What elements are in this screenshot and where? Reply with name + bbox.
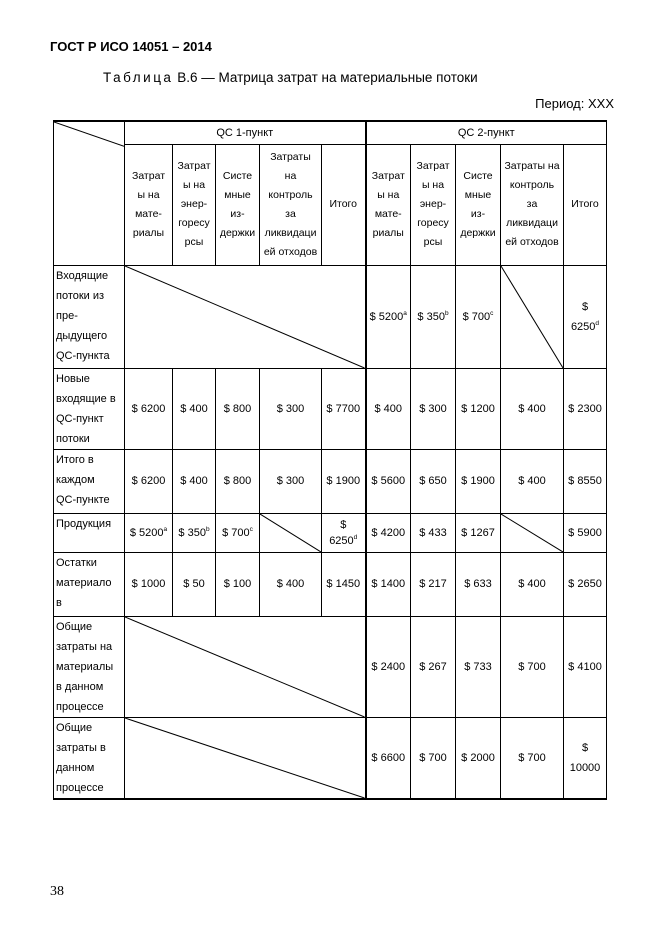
- cell-value: $ 633: [456, 552, 501, 616]
- cell-value: $ 700: [501, 717, 564, 799]
- col-header-qc2-energy: Затрат ы на энер- горесу рсы: [411, 144, 456, 265]
- col-header-qc1-total: Итого: [322, 144, 366, 265]
- empty-diagonal-cell: [125, 265, 366, 368]
- cell-value: $ 267: [411, 616, 456, 717]
- page-number: 38: [50, 884, 64, 899]
- row-label-residues: Остатки материало в: [54, 552, 125, 616]
- row-label-total-materials: Общие затраты на материалы в данном процессе: [54, 616, 125, 717]
- cell-value: $ 217: [411, 552, 456, 616]
- cell-value: $ 300: [260, 368, 322, 449]
- cell-value: $ 10000: [564, 717, 607, 799]
- col-header-qc1-energy: Затрат ы на энер- горесу рсы: [173, 144, 216, 265]
- diagonal-line: [501, 266, 563, 368]
- cell-value: $ 400: [501, 449, 564, 513]
- cell-value: $ 400: [173, 368, 216, 449]
- group-header-qc1: QC 1-пункт: [125, 121, 366, 144]
- row-label-total-process: Общие затраты в данном процессе: [54, 717, 125, 799]
- cell-value: $ 300: [411, 368, 456, 449]
- empty-diagonal-cell: [501, 513, 564, 552]
- cell-value: $ 800: [216, 368, 260, 449]
- empty-diagonal-cell: [260, 513, 322, 552]
- period-label: Период: XXX: [535, 96, 614, 111]
- table-caption-word: Таблица: [103, 70, 174, 85]
- cell-value: $ 650: [411, 449, 456, 513]
- cell-value: $ 400: [173, 449, 216, 513]
- cell-value: $ 733: [456, 616, 501, 717]
- cell-value: $ 1000: [125, 552, 173, 616]
- cell-value: $ 700$^c$: [216, 513, 260, 552]
- table-row: [54, 717, 607, 799]
- col-header-qc2-materials: Затрат ы на мате- риалы: [366, 144, 411, 265]
- cell-value: $ 8550: [564, 449, 607, 513]
- document-header: ГОСТ Р ИСО 14051 – 2014: [50, 39, 212, 54]
- cell-value: $ 2650: [564, 552, 607, 616]
- cell-value: $ 1400: [366, 552, 411, 616]
- col-header-qc2-system: Систе мные из- держки: [456, 144, 501, 265]
- cell-value: $ 700$^c$: [456, 265, 501, 368]
- cell-value: $ 5200$^a$: [366, 265, 411, 368]
- cell-value: $ 5600: [366, 449, 411, 513]
- diagonal-line: [125, 718, 365, 798]
- cell-value: $ 350$^b$: [173, 513, 216, 552]
- cell-value: $ 100: [216, 552, 260, 616]
- cell-value: $ 6200: [125, 368, 173, 449]
- cell-value: $ 300: [260, 449, 322, 513]
- cell-value: $ 6600: [366, 717, 411, 799]
- diagonal-line: [260, 514, 321, 552]
- cell-value: $ 5200$^a$: [125, 513, 173, 552]
- cell-value: $ 4200: [366, 513, 411, 552]
- cell-value: $ 1200: [456, 368, 501, 449]
- cell-value: $ 7700: [322, 368, 366, 449]
- cell-value: $ 400: [501, 552, 564, 616]
- row-label-incoming-previous: Входящие потоки из пре- дыдущего QC-пункта: [54, 265, 125, 368]
- table-caption: [103, 70, 478, 85]
- corner-diagonal-line: [54, 122, 124, 265]
- empty-diagonal-cell: [501, 265, 564, 368]
- cell-value: $ 700: [411, 717, 456, 799]
- table-row: [54, 552, 607, 616]
- cell-value: $ 6200: [125, 449, 173, 513]
- col-header-qc1-materials: Затрат ы на мате- риалы: [125, 144, 173, 265]
- cell-value: $ 2400: [366, 616, 411, 717]
- col-header-qc2-total: Итого: [564, 144, 607, 265]
- table-row: [54, 449, 607, 513]
- cell-value: $ 50: [173, 552, 216, 616]
- col-header-qc1-system: Систе мные из- держки: [216, 144, 260, 265]
- cell-value: $ 2300: [564, 368, 607, 449]
- cell-value: $ 400: [260, 552, 322, 616]
- cell-value: $ 4100: [564, 616, 607, 717]
- table-row: [54, 368, 607, 449]
- cell-value: $ 400: [366, 368, 411, 449]
- cell-value: $ 1450: [322, 552, 366, 616]
- cell-value: $ 5900: [564, 513, 607, 552]
- cell-value: $ 800: [216, 449, 260, 513]
- cell-value: $ 700: [501, 616, 564, 717]
- empty-diagonal-cell: [125, 717, 366, 799]
- table-row: [54, 265, 607, 368]
- cell-value: $ 6250$^d$: [322, 513, 366, 552]
- cell-value: $ 1900: [322, 449, 366, 513]
- diagonal-line: [125, 266, 365, 368]
- table-row: [54, 616, 607, 717]
- cell-value: $ 433: [411, 513, 456, 552]
- cost-matrix-table: [53, 120, 607, 800]
- row-label-new-incoming: Новые входящие в QC-пункт потоки: [54, 368, 125, 449]
- corner-diagonal-cell: [54, 121, 125, 265]
- row-label-products: Продукция: [54, 513, 125, 552]
- cell-value: $ 6250$^d$: [564, 265, 607, 368]
- empty-diagonal-cell: [125, 616, 366, 717]
- cell-value: $ 1900: [456, 449, 501, 513]
- row-label-total-each: Итого в каждом QC-пункте: [54, 449, 125, 513]
- cell-value: $ 1267: [456, 513, 501, 552]
- cell-value: $ 400: [501, 368, 564, 449]
- cell-value: $ 2000: [456, 717, 501, 799]
- table-caption-text: В.6 — Матрица затрат на материальные потоки: [177, 70, 478, 85]
- cell-value: $ 350$^b$: [411, 265, 456, 368]
- col-header-qc1-waste: Затраты на контроль за ликвидаци ей отходов: [260, 144, 322, 265]
- group-header-qc2: QC 2-пункт: [366, 121, 607, 144]
- col-header-qc2-waste: Затраты на контроль за ликвидаци ей отходов: [501, 144, 564, 265]
- diagonal-line: [125, 617, 365, 717]
- table-row: [54, 513, 607, 552]
- diagonal-line: [501, 514, 563, 552]
